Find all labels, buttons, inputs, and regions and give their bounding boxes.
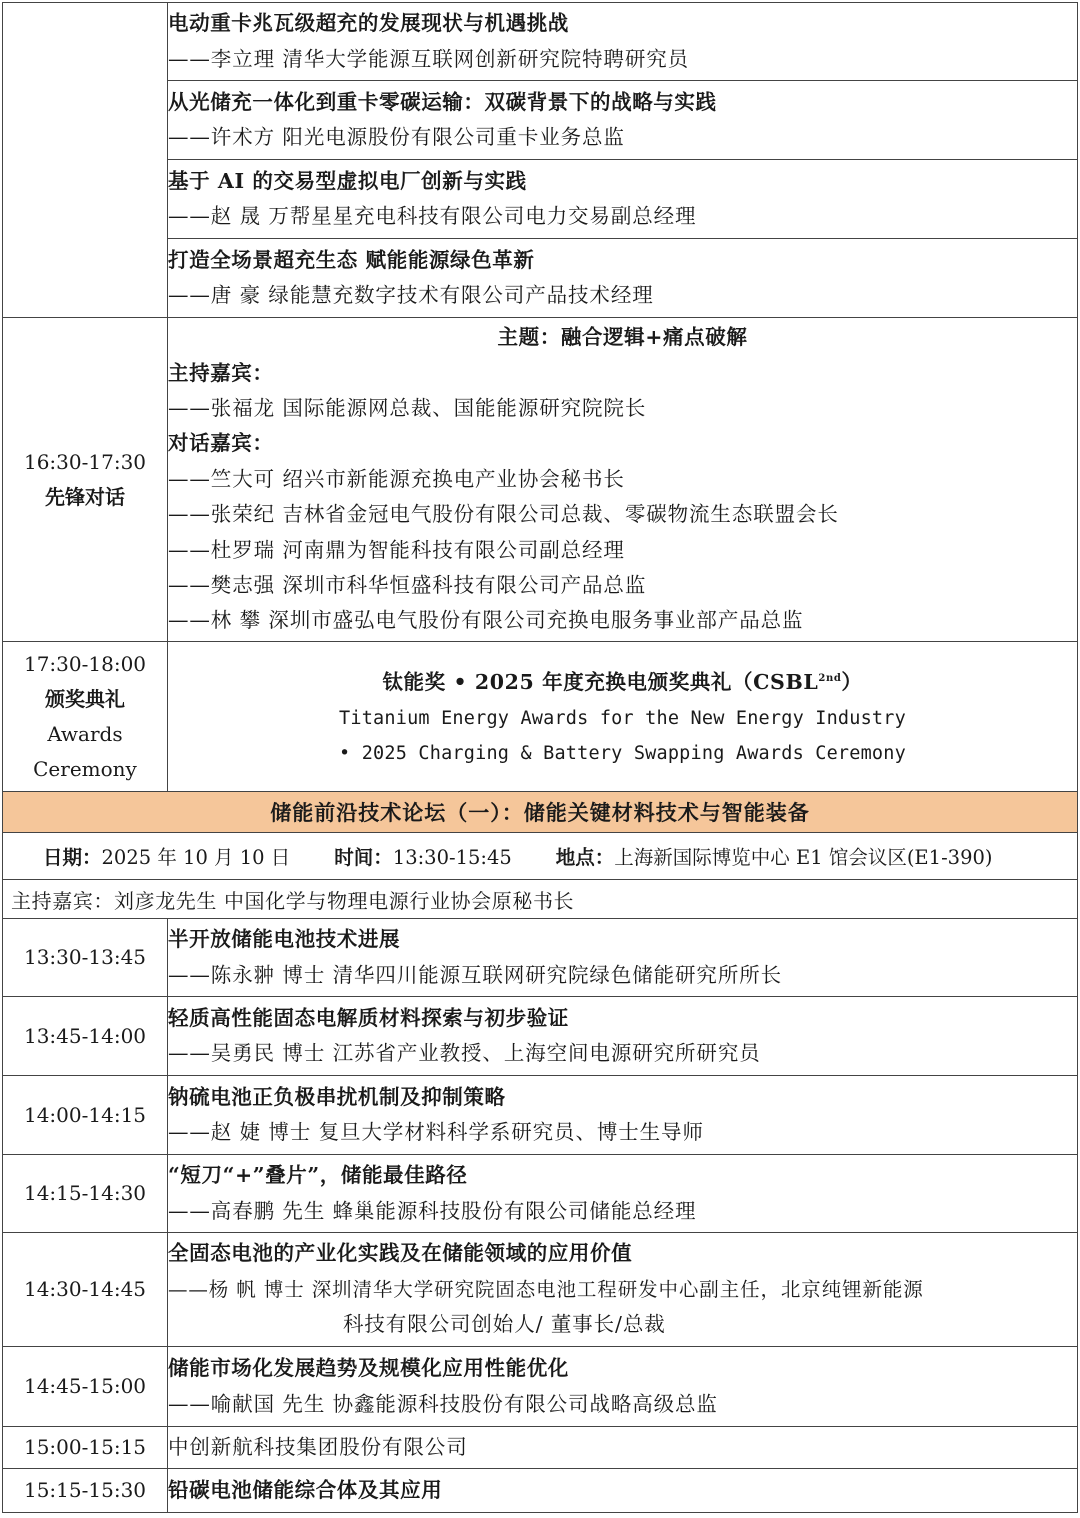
session-time: 15:15-15:30 xyxy=(3,1469,168,1513)
awards-time: 17:30-18:00 xyxy=(23,651,147,676)
awards-time-cell xyxy=(3,642,168,792)
session-title: 半开放储能电池技术进展 xyxy=(168,927,401,952)
session-row xyxy=(3,1347,1078,1427)
forum-info-cell xyxy=(3,833,1078,880)
awards-en-line-1: Titanium Energy Awards for the New Energy Industry xyxy=(339,707,906,729)
guests-label: 对话嘉宾： xyxy=(168,431,274,456)
awards-en-line-2: • 2025 Charging & Battery Swapping Awards Ceremony xyxy=(339,743,906,765)
session-title: “短刀“+”叠片”，储能最佳路径 xyxy=(168,1163,468,1188)
session-cell xyxy=(168,919,1078,997)
session-time: 15:00-15:15 xyxy=(3,1427,168,1469)
talk-row xyxy=(3,3,1078,81)
forum-title: 储能前沿技术论坛（一）：储能关键材料技术与智能装备 xyxy=(3,792,1078,833)
dialogue-time: 16:30-17:30 xyxy=(23,449,147,474)
session-title: 中创新航科技集团股份有限公司 xyxy=(168,1434,468,1459)
agenda-table xyxy=(2,2,1078,1513)
dialogue-time-cell xyxy=(3,318,168,642)
awards-title-sup: 2nd xyxy=(818,673,842,685)
forum-host: 主持嘉宾：刘彦龙先生 中国化学与物理电源行业协会原秘书长 xyxy=(3,880,1078,919)
forum-place: 上海新国际博览中心 E1 馆会议区(E1-390) xyxy=(614,846,993,869)
dialogue-row xyxy=(3,318,1078,642)
awards-name-en-2: Ceremony xyxy=(33,756,137,781)
forum-title-row xyxy=(3,792,1078,833)
session-row xyxy=(3,1427,1078,1469)
guest-speaker: ——竺大可 绍兴市新能源充换电产业协会秘书长 xyxy=(168,466,625,491)
talk-cell xyxy=(168,81,1078,160)
session-row xyxy=(3,1155,1078,1233)
time-label: 时间： xyxy=(334,846,393,869)
session-time: 13:30-13:45 xyxy=(3,919,168,997)
forum-host-row xyxy=(3,880,1078,919)
talk-cell xyxy=(168,239,1078,318)
awards-title-text: 钛能奖 • 2025 年度充换电颁奖典礼（CSBL xyxy=(382,670,819,695)
forum-date: 2025 年 10 月 10 日 xyxy=(101,846,291,869)
talk-speaker: ——许术方 阳光电源股份有限公司重卡业务总监 xyxy=(168,125,625,149)
awards-row xyxy=(3,642,1078,792)
session-row xyxy=(3,1076,1078,1155)
session-row xyxy=(3,1233,1078,1347)
forum-time: 13:30-15:45 xyxy=(392,846,512,869)
session-cell xyxy=(168,1076,1078,1155)
host-speaker: ——张福龙 国际能源网总裁、国能能源研究院院长 xyxy=(168,395,647,420)
talk-title: 从光储充一体化到重卡零碳运输：双碳背景下的战略与实践 xyxy=(168,89,717,114)
session-time: 14:00-14:15 xyxy=(3,1076,168,1155)
awards-name-en-1: Awards xyxy=(47,721,123,746)
dialogue-name: 先锋对话 xyxy=(45,484,125,509)
session-speaker: ——杨 帆 博士 深圳清华大学研究院固态电池工程研发中心副主任，北京纯锂新能源 xyxy=(168,1277,924,1301)
session-speaker-cont: 科技有限公司创始人/ 董事长/总裁 xyxy=(343,1312,666,1337)
talk-cell xyxy=(168,160,1078,239)
session-time: 14:30-14:45 xyxy=(3,1233,168,1347)
session-cell xyxy=(168,1469,1078,1513)
talk-speaker: ——唐 豪 绿能慧充数字技术有限公司产品技术经理 xyxy=(168,283,654,307)
awards-name: 颁奖典礼 xyxy=(45,686,125,711)
session-time: 14:15-14:30 xyxy=(3,1155,168,1233)
awards-cell xyxy=(168,642,1078,792)
time-cell-empty xyxy=(3,3,168,318)
dialogue-theme: 主题：融合逻辑+痛点破解 xyxy=(497,325,748,350)
session-speaker: ——吴勇民 博士 江苏省产业教授、上海空间电源研究所研究员 xyxy=(168,1041,761,1065)
awards-title-end: ） xyxy=(841,670,863,695)
session-title: 铅碳电池储能综合体及其应用 xyxy=(168,1477,443,1502)
date-label: 日期： xyxy=(43,846,102,869)
session-cell xyxy=(168,997,1078,1076)
dialogue-cell xyxy=(168,318,1078,642)
session-time: 14:45-15:00 xyxy=(3,1347,168,1427)
guest-speaker: ——林 攀 深圳市盛弘电气股份有限公司充换电服务事业部产品总监 xyxy=(168,608,804,633)
session-time: 13:45-14:00 xyxy=(3,997,168,1076)
talk-cell xyxy=(168,3,1078,81)
guest-speaker: ——杜罗瑞 河南鼎为智能科技有限公司副总经理 xyxy=(168,537,625,562)
guest-speaker: ——樊志强 深圳市科华恒盛科技有限公司产品总监 xyxy=(168,573,647,598)
session-row xyxy=(3,1469,1078,1513)
session-title: 钠硫电池正负极串扰机制及抑制策略 xyxy=(168,1084,506,1109)
session-row xyxy=(3,919,1078,997)
session-title: 轻质高性能固态电解质材料探索与初步验证 xyxy=(168,1005,569,1030)
talk-title: 基于 AI 的交易型虚拟电厂创新与实践 xyxy=(168,168,527,193)
forum-info-row xyxy=(3,833,1078,880)
talk-title: 打造全场景超充生态 赋能能源绿色革新 xyxy=(168,247,535,272)
session-cell xyxy=(168,1233,1078,1347)
session-speaker: ——赵 婕 博士 复旦大学材料科学系研究员、博士生导师 xyxy=(168,1120,704,1144)
talk-speaker: ——赵 晟 万帮星星充电科技有限公司电力交易副总经理 xyxy=(168,204,697,228)
session-title: 全固态电池的产业化实践及在储能领域的应用价值 xyxy=(168,1241,633,1266)
session-title: 储能市场化发展趋势及规模化应用性能优化 xyxy=(168,1356,569,1381)
talk-title: 电动重卡兆瓦级超充的发展现状与机遇挑战 xyxy=(168,11,569,36)
session-speaker: ——喻献国 先生 协鑫能源科技股份有限公司战略高级总监 xyxy=(168,1391,718,1416)
place-label: 地点： xyxy=(555,846,615,869)
session-speaker: ——高春鹏 先生 蜂巢能源科技股份有限公司储能总经理 xyxy=(168,1198,697,1223)
awards-title xyxy=(168,661,1077,700)
talk-speaker: ——李立理 清华大学能源互联网创新研究院特聘研究员 xyxy=(168,46,690,71)
session-cell xyxy=(168,1427,1078,1469)
guest-speaker: ——张荣纪 吉林省金冠电气股份有限公司总裁、零碳物流生态联盟会长 xyxy=(168,502,839,527)
session-row xyxy=(3,997,1078,1076)
session-cell xyxy=(168,1347,1078,1427)
session-speaker: ——陈永翀 博士 清华四川能源互联网研究院绿色储能研究所所长 xyxy=(168,962,783,987)
host-label: 主持嘉宾： xyxy=(168,360,274,385)
session-cell xyxy=(168,1155,1078,1233)
